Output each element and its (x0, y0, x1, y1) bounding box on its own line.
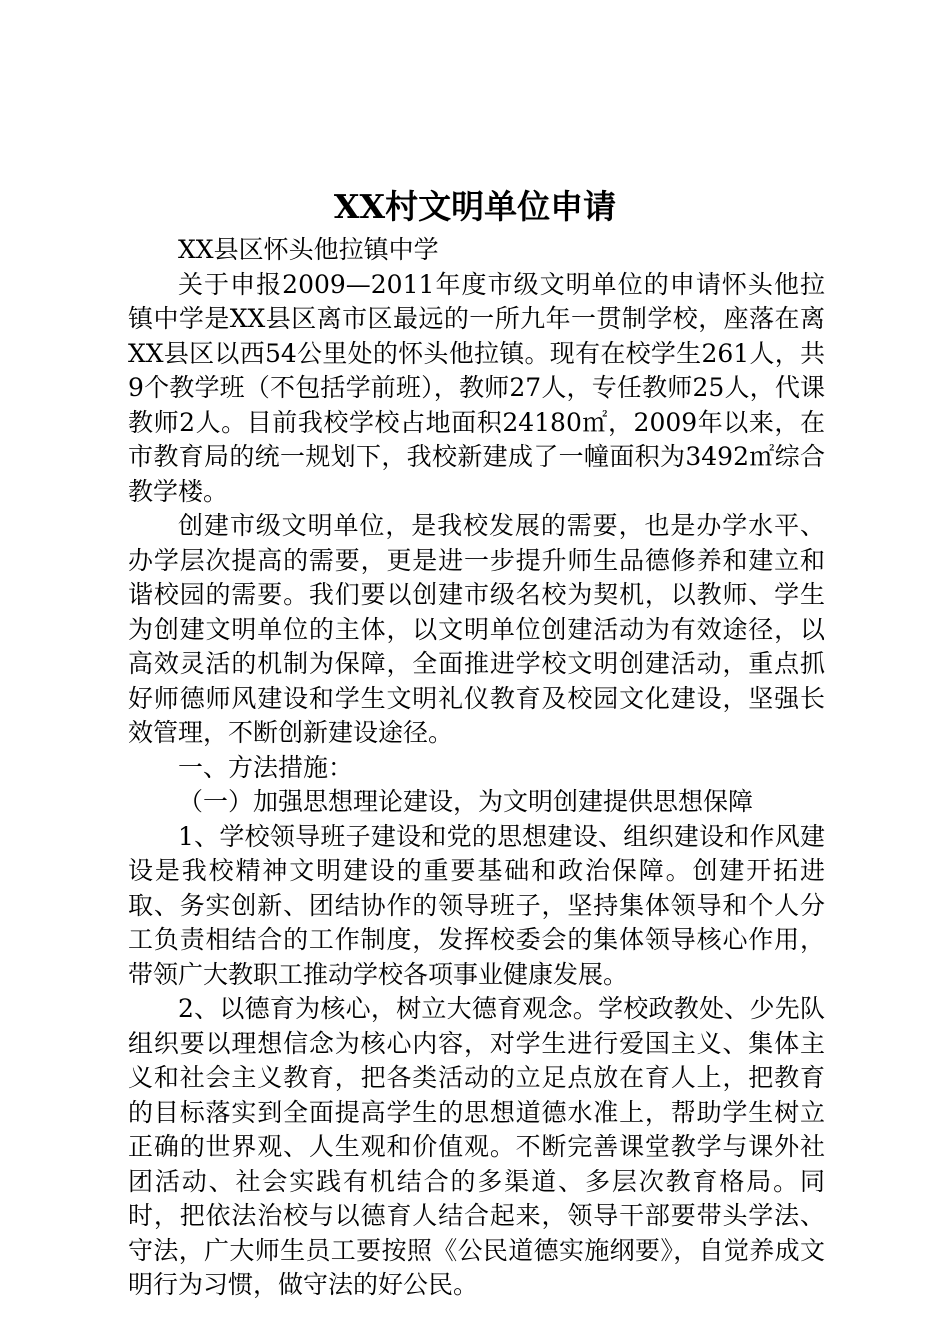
intro-paragraph: 关于申报2009—2011年度市级文明单位的申请怀头他拉镇中学是XX县区离市区最远的一所九年一贯制学校，座落在离XX县区以西54公里处的怀头他拉镇。现有在校学生261人，共9个教学班（不包括学前班），教师27人，专任教师25人，代课教师2人。目前我校学校占地面积24180㎡，2009年以来，在市教育局的统一规划下，我校新建成了一幢面积为3492㎡综合教学楼。 (128, 269, 825, 506)
section-heading-methods: 一、方法措施： (178, 752, 354, 782)
purpose-paragraph: 创建市级文明单位，是我校发展的需要，也是办学水平、办学层次提高的需要，更是进一步提升师生品德修养和建立和谐校园的需要。我们要以创建市级名校为契机，以教师、学生为创建文明单位的主体，以文明单位创建活动为有效途径，以高效灵活的机制为保障，全面推进学校文明创建活动，重点抓好师德师风建设和学生文明礼仪教育及校园文化建设，坚强长效管理，不断创新建设途径。 (128, 511, 825, 747)
item-paragraph-1: 1、学校领导班子建设和党的思想建设、组织建设和作风建设是我校精神文明建设的重要基础和政治保障。创建开拓进取、务实创新、团结协作的领导班子，坚持集体领导和个人分工负责相结合的工作制度，发挥校委会的集体领导核心作用，带领广大教职工推动学校各项事业健康发展。 (128, 821, 825, 989)
item-paragraph-2: 2、以德育为核心，树立大德育观念。学校政教处、少先队组织要以理想信念为核心内容，对学生进行爱国主义、集体主义和社会主义教育，把各类活动的立足点放在育人上，把教育的目标落实到全面提高学生的思想道德水准上，帮助学生树立正确的世界观、人生观和价值观。不断完善课堂教学与课外社团活动、社会实践有机结合的多渠道、多层次教育格局。同时，把依法治校与以德育人结合起来，领导干部要带头学法、守法，广大师生员工要按照《公民道德实施纲要》，自觉养成文明行为习惯，做守法的好公民。 (128, 994, 825, 1299)
document-title: XX村文明单位申请 (333, 187, 617, 226)
school-name-line: XX县区怀头他拉镇中学 (178, 235, 439, 264)
subsection-heading-theory: （一）加强思想理论建设，为文明创建提供思想保障 (178, 787, 754, 816)
document-body (128, 233, 825, 1303)
